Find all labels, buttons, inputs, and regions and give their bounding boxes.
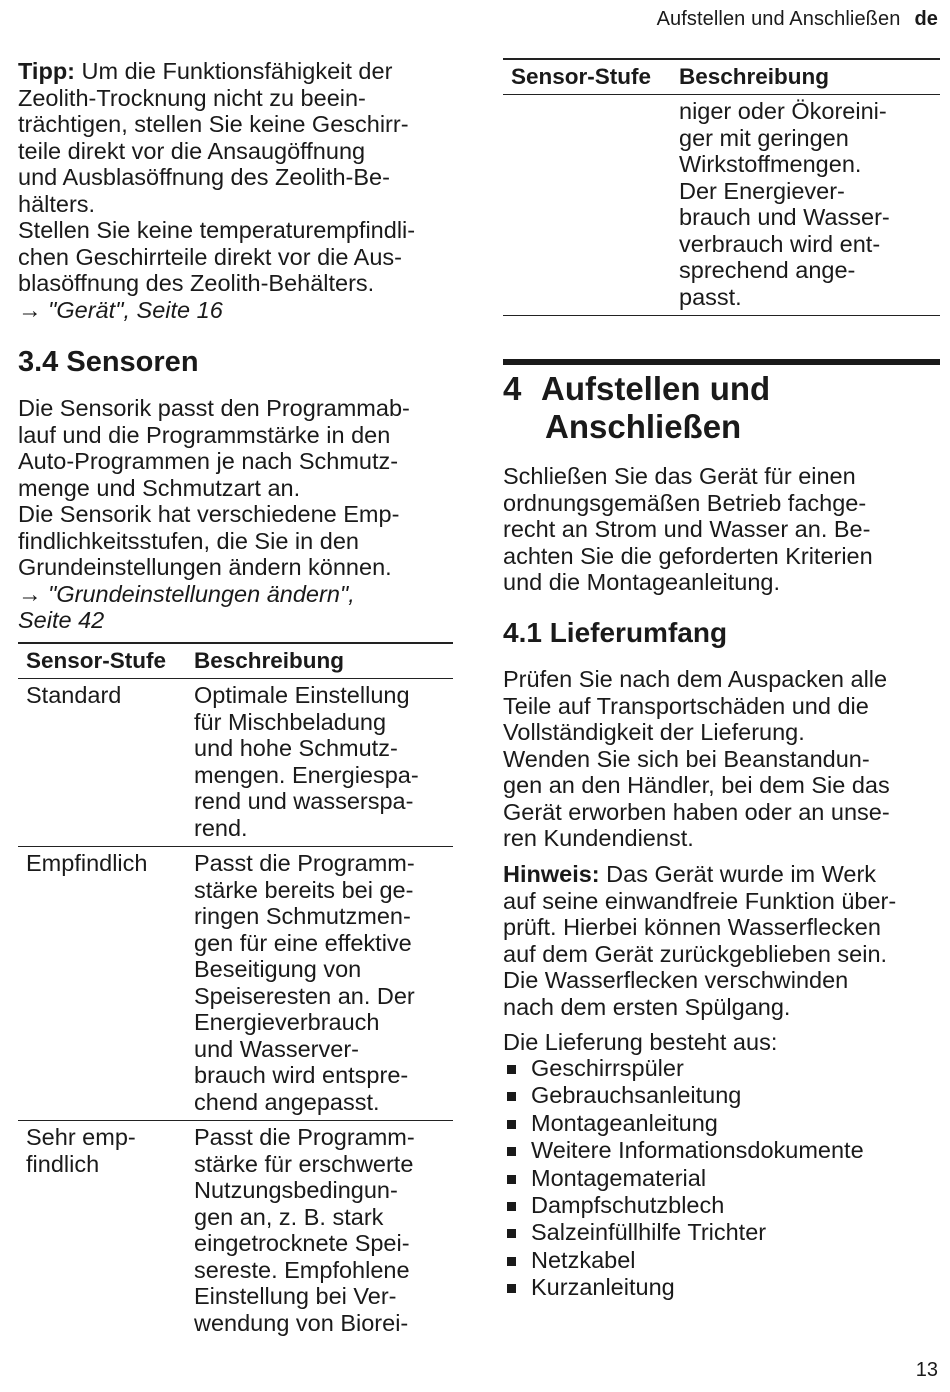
tip-line: hälters. bbox=[18, 190, 96, 217]
header-sensor-level: Sensor-Stufe bbox=[511, 64, 652, 89]
list-item: Weitere Informationsdokumente bbox=[503, 1137, 864, 1164]
bullet-square-icon bbox=[507, 1175, 516, 1184]
body-line: lauf und die Programmstärke in den bbox=[18, 421, 391, 448]
chapter-4-intro bbox=[503, 463, 943, 596]
page-number: 13 bbox=[915, 1359, 938, 1381]
body-line: Prüfen Sie nach dem Auspacken alle bbox=[503, 666, 888, 692]
delivery-contents-list bbox=[503, 1055, 864, 1302]
note-line: auf dem Gerät zurückgeblieben sein. bbox=[503, 940, 888, 967]
note-label: Hinweis: bbox=[503, 861, 600, 887]
list-item: Geschirrspüler bbox=[503, 1055, 864, 1082]
note-block bbox=[503, 861, 943, 1020]
body-line: Grundeinstellungen ändern können. bbox=[18, 554, 392, 580]
description-cell: niger oder Ökoreini- ger mit geringen Wirkstoffmengen. Der Energiever- brauch und Wasser- verbrauch wird ent- sprechend ange- passt. bbox=[679, 98, 890, 310]
body-line: Die Sensorik hat verschiedene Emp- bbox=[18, 501, 400, 527]
running-header bbox=[657, 8, 938, 31]
bullet-square-icon bbox=[507, 1229, 516, 1238]
section-3-4-body bbox=[18, 395, 468, 634]
section-4-1-body bbox=[503, 666, 943, 852]
chapter-divider bbox=[503, 359, 940, 365]
body-line: findlichkeitsstufen, die Sie in den bbox=[18, 527, 359, 554]
tip-line: Zeolith-Trocknung nicht zu beein- bbox=[18, 84, 366, 111]
chapter-number: 4 bbox=[503, 370, 522, 407]
tip-line: Stellen Sie keine temperaturempfindli- bbox=[18, 217, 416, 243]
tip-line: blasöffnung des Zeolith-Behälters. bbox=[18, 270, 375, 296]
chapter-title-line: Anschließen bbox=[545, 408, 742, 445]
body-line: Schließen Sie das Gerät für einen bbox=[503, 463, 856, 489]
list-item: Montageanleitung bbox=[503, 1110, 864, 1137]
description-cell: Passt die Programm- stärke für erschwerte Nutzungsbedingun- gen an, z. B. stark eingetrocknete Spei- sereste. Empfohlene Einstellung bei Ver- wendung von Biorei- bbox=[194, 1124, 415, 1336]
list-item: Montagematerial bbox=[503, 1165, 864, 1192]
sensor-level-cell bbox=[503, 98, 679, 310]
body-line: ren Kundendienst. bbox=[503, 825, 694, 851]
bullet-square-icon bbox=[507, 1065, 516, 1074]
body-line: achten Sie die geforderten Kriterien bbox=[503, 542, 873, 569]
section-3-4-heading: 3.4 Sensoren bbox=[18, 346, 199, 378]
note-line: prüft. Hierbei können Wasserflecken bbox=[503, 914, 881, 940]
section-4-1-heading: 4.1 Lieferumfang bbox=[503, 617, 728, 648]
tip-line: trächtigen, stellen Sie keine Geschirr- bbox=[18, 111, 409, 137]
note-line: auf seine einwandfreie Funktion über- bbox=[503, 887, 897, 914]
header-language-code: de bbox=[914, 8, 938, 30]
sensor-level-cell: Standard bbox=[26, 682, 122, 708]
body-line: Wenden Sie sich bei Beanstandun- bbox=[503, 745, 870, 772]
body-line: Gerät erworben haben oder an unse- bbox=[503, 798, 890, 825]
table-row bbox=[18, 679, 453, 846]
tip-line: chen Geschirrteile direkt vor die Aus- bbox=[18, 243, 402, 270]
settings-cross-reference-link[interactable]: → "Grundeinstellungen ändern", bbox=[18, 580, 355, 607]
header-description: Beschreibung bbox=[679, 64, 830, 89]
body-line: ordnungsgemäßen Betrieb fachge- bbox=[503, 489, 867, 516]
body-line: menge und Schmutzart an. bbox=[18, 474, 301, 501]
bullet-square-icon bbox=[507, 1202, 516, 1211]
chapter-title-line: Aufstellen und bbox=[541, 370, 771, 407]
list-item: Salzeinfüllhilfe Trichter bbox=[503, 1219, 864, 1246]
header-sensor-level: Sensor-Stufe bbox=[26, 648, 167, 673]
body-line: Teile auf Transportschäden und die bbox=[503, 692, 869, 719]
list-item: Dampfschutzblech bbox=[503, 1192, 864, 1219]
sensor-level-cell: Sehr emp- findlich bbox=[26, 1124, 136, 1177]
bullet-square-icon bbox=[507, 1284, 516, 1293]
body-line: Vollständigkeit der Lieferung. bbox=[503, 719, 805, 745]
note-line: nach dem ersten Spülgang. bbox=[503, 993, 791, 1020]
description-cell: Optimale Einstellung für Mischbeladung und hohe Schmutz- mengen. Energiespa- rend und wasserspa- rend. bbox=[194, 682, 419, 841]
tip-block bbox=[18, 58, 468, 323]
bullet-square-icon bbox=[507, 1092, 516, 1101]
sensor-level-cell: Empfindlich bbox=[26, 850, 148, 876]
table-row bbox=[503, 95, 940, 310]
list-item: Netzkabel bbox=[503, 1247, 864, 1274]
table-header bbox=[503, 60, 940, 95]
body-line: Die Sensorik passt den Programmab- bbox=[18, 395, 410, 421]
sensor-level-table bbox=[18, 642, 453, 1336]
body-line: und die Montageanleitung. bbox=[503, 569, 780, 595]
body-line: Auto-Programmen je nach Schmutz- bbox=[18, 448, 399, 474]
description-cell: Passt die Programm- stärke bereits bei ge- ringen Schmutzmen- gen für eine effektive Beseitigung von Speiseresten an. Der Energieverbrauch und Wasserver- brauch wird entspre- chend angepasst. bbox=[194, 850, 415, 1115]
list-item: Gebrauchsanleitung bbox=[503, 1082, 864, 1109]
note-line: Die Wasserflecken verschwinden bbox=[503, 967, 849, 993]
table-row bbox=[18, 1120, 453, 1336]
body-line: gen an den Händler, bei dem Sie das bbox=[503, 772, 890, 798]
header-section-title: Aufstellen und Anschließen bbox=[656, 8, 901, 30]
bullet-square-icon bbox=[507, 1257, 516, 1266]
tip-line: teile direkt vor die Ansaugöffnung bbox=[18, 137, 366, 164]
bullet-square-icon bbox=[507, 1120, 516, 1129]
table-header bbox=[18, 644, 453, 679]
settings-cross-reference-link[interactable]: Seite 42 bbox=[18, 607, 105, 633]
bullet-square-icon bbox=[507, 1147, 516, 1156]
tip-line: und Ausblasöffnung des Zeolith-Be- bbox=[18, 164, 390, 190]
tip-label: Tipp: bbox=[18, 58, 75, 84]
body-line: recht an Strom und Wasser an. Be- bbox=[503, 516, 871, 542]
tip-line: Um die Funktionsfähigkeit der bbox=[75, 58, 393, 84]
sensor-level-table-continued bbox=[503, 58, 940, 316]
tip-cross-reference-link[interactable]: → "Gerät", Seite 16 bbox=[18, 296, 223, 323]
header-description: Beschreibung bbox=[194, 648, 345, 673]
note-line: Das Gerät wurde im Werk bbox=[599, 861, 877, 887]
list-item: Kurzanleitung bbox=[503, 1274, 864, 1301]
delivery-list-intro: Die Lieferung besteht aus: bbox=[503, 1029, 778, 1055]
table-row bbox=[18, 846, 453, 1120]
